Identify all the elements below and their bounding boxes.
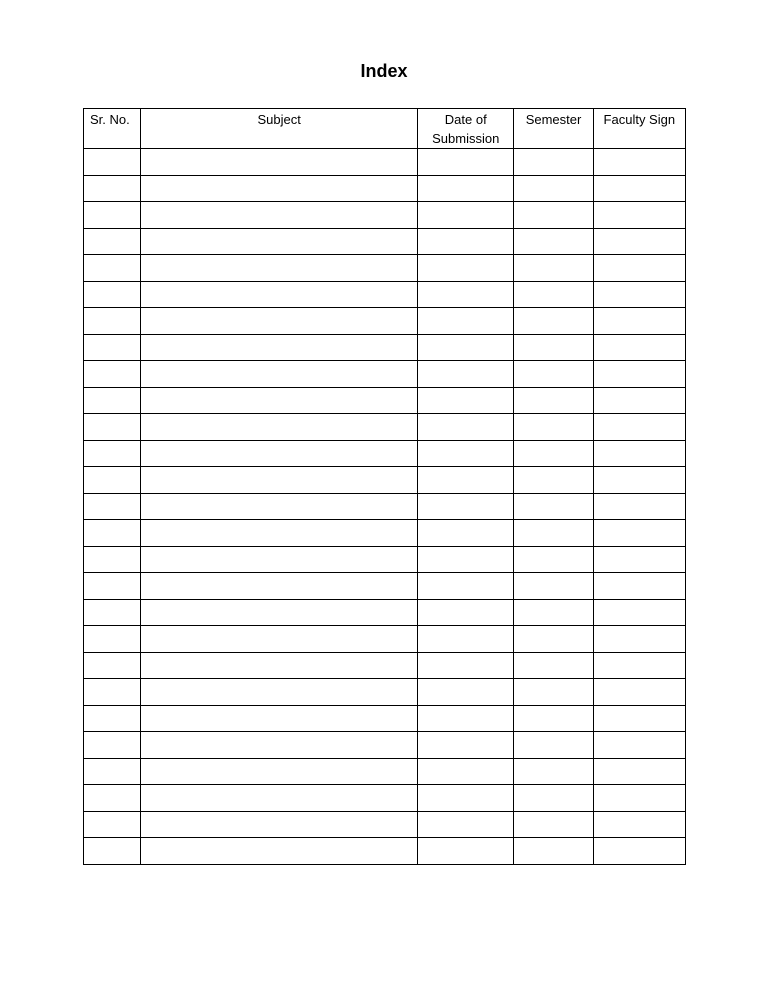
page-title: Index xyxy=(360,61,408,81)
cell-faculty-sign[interactable] xyxy=(593,732,685,759)
table-row xyxy=(84,255,686,282)
cell-date-of-submission[interactable] xyxy=(418,785,514,812)
cell-semester[interactable] xyxy=(514,334,593,361)
table-row xyxy=(84,228,686,255)
cell-subject[interactable] xyxy=(141,626,418,653)
header-date-line2: Submission xyxy=(432,131,500,146)
cell-date-of-submission[interactable] xyxy=(418,758,514,785)
cell-sr-no[interactable] xyxy=(84,255,141,282)
cell-semester[interactable] xyxy=(514,652,593,679)
cell-sr-no[interactable] xyxy=(84,175,141,202)
cell-date-of-submission[interactable] xyxy=(418,652,514,679)
cell-subject[interactable] xyxy=(141,202,418,229)
cell-semester[interactable] xyxy=(514,732,593,759)
cell-semester[interactable] xyxy=(514,228,593,255)
cell-semester[interactable] xyxy=(514,308,593,335)
cell-faculty-sign[interactable] xyxy=(593,493,685,520)
cell-semester[interactable] xyxy=(514,467,593,494)
cell-semester[interactable] xyxy=(514,414,593,441)
cell-sr-no[interactable] xyxy=(84,228,141,255)
cell-date-of-submission[interactable] xyxy=(418,202,514,229)
header-date-of-submission xyxy=(418,109,514,149)
cell-subject[interactable] xyxy=(141,679,418,706)
table-row xyxy=(84,785,686,812)
cell-semester[interactable] xyxy=(514,679,593,706)
cell-faculty-sign[interactable] xyxy=(593,626,685,653)
cell-date-of-submission[interactable] xyxy=(418,440,514,467)
cell-semester[interactable] xyxy=(514,281,593,308)
cell-date-of-submission[interactable] xyxy=(418,546,514,573)
cell-subject[interactable] xyxy=(141,652,418,679)
cell-sr-no[interactable] xyxy=(84,202,141,229)
header-date-line1: Date of xyxy=(444,112,487,127)
cell-subject[interactable] xyxy=(141,785,418,812)
cell-subject[interactable] xyxy=(141,493,418,520)
index-table xyxy=(83,108,686,865)
table-row xyxy=(84,679,686,706)
cell-faculty-sign[interactable] xyxy=(593,758,685,785)
cell-date-of-submission[interactable] xyxy=(418,705,514,732)
table-row xyxy=(84,440,686,467)
cell-semester[interactable] xyxy=(514,785,593,812)
table-row xyxy=(84,202,686,229)
cell-semester[interactable] xyxy=(514,520,593,547)
cell-faculty-sign[interactable] xyxy=(593,308,685,335)
cell-date-of-submission[interactable] xyxy=(418,467,514,494)
cell-faculty-sign[interactable] xyxy=(593,652,685,679)
cell-date-of-submission[interactable] xyxy=(418,732,514,759)
cell-sr-no[interactable] xyxy=(84,149,141,176)
cell-semester[interactable] xyxy=(514,758,593,785)
cell-subject[interactable] xyxy=(141,705,418,732)
table-row xyxy=(84,520,686,547)
cell-date-of-submission[interactable] xyxy=(418,255,514,282)
cell-sr-no[interactable] xyxy=(84,440,141,467)
table-body xyxy=(84,149,686,865)
cell-sr-no[interactable] xyxy=(84,414,141,441)
cell-faculty-sign[interactable] xyxy=(593,599,685,626)
cell-faculty-sign[interactable] xyxy=(593,705,685,732)
cell-faculty-sign[interactable] xyxy=(593,387,685,414)
cell-subject[interactable] xyxy=(141,838,418,865)
cell-sr-no[interactable] xyxy=(84,838,141,865)
cell-sr-no[interactable] xyxy=(84,387,141,414)
header-subject: Subject xyxy=(141,109,418,149)
cell-subject[interactable] xyxy=(141,334,418,361)
cell-faculty-sign[interactable] xyxy=(593,467,685,494)
cell-date-of-submission[interactable] xyxy=(418,838,514,865)
table-row xyxy=(84,414,686,441)
table-row xyxy=(84,705,686,732)
cell-semester[interactable] xyxy=(514,255,593,282)
table-row xyxy=(84,361,686,388)
cell-semester[interactable] xyxy=(514,573,593,600)
cell-date-of-submission[interactable] xyxy=(418,175,514,202)
cell-faculty-sign[interactable] xyxy=(593,679,685,706)
cell-subject[interactable] xyxy=(141,361,418,388)
cell-date-of-submission[interactable] xyxy=(418,361,514,388)
cell-subject[interactable] xyxy=(141,811,418,838)
table-row xyxy=(84,732,686,759)
cell-faculty-sign[interactable] xyxy=(593,785,685,812)
cell-faculty-sign[interactable] xyxy=(593,811,685,838)
cell-date-of-submission[interactable] xyxy=(418,599,514,626)
table-row xyxy=(84,281,686,308)
cell-sr-no[interactable] xyxy=(84,546,141,573)
cell-date-of-submission[interactable] xyxy=(418,308,514,335)
cell-sr-no[interactable] xyxy=(84,599,141,626)
cell-subject[interactable] xyxy=(141,520,418,547)
cell-semester[interactable] xyxy=(514,599,593,626)
cell-faculty-sign[interactable] xyxy=(593,281,685,308)
cell-date-of-submission[interactable] xyxy=(418,626,514,653)
cell-sr-no[interactable] xyxy=(84,334,141,361)
cell-sr-no[interactable] xyxy=(84,811,141,838)
table-row xyxy=(84,811,686,838)
cell-subject[interactable] xyxy=(141,732,418,759)
table-row xyxy=(84,652,686,679)
cell-sr-no[interactable] xyxy=(84,361,141,388)
cell-semester[interactable] xyxy=(514,149,593,176)
table-row xyxy=(84,467,686,494)
cell-date-of-submission[interactable] xyxy=(418,228,514,255)
table-row xyxy=(84,175,686,202)
cell-faculty-sign[interactable] xyxy=(593,228,685,255)
cell-faculty-sign[interactable] xyxy=(593,334,685,361)
table-row xyxy=(84,599,686,626)
cell-semester[interactable] xyxy=(514,626,593,653)
cell-semester[interactable] xyxy=(514,202,593,229)
cell-semester[interactable] xyxy=(514,387,593,414)
cell-subject[interactable] xyxy=(141,599,418,626)
cell-semester[interactable] xyxy=(514,493,593,520)
cell-date-of-submission[interactable] xyxy=(418,520,514,547)
cell-sr-no[interactable] xyxy=(84,785,141,812)
header-semester: Semester xyxy=(514,109,593,149)
table-row xyxy=(84,308,686,335)
cell-date-of-submission[interactable] xyxy=(418,281,514,308)
cell-semester[interactable] xyxy=(514,440,593,467)
table-row xyxy=(84,546,686,573)
cell-semester[interactable] xyxy=(514,838,593,865)
cell-subject[interactable] xyxy=(141,573,418,600)
cell-date-of-submission[interactable] xyxy=(418,149,514,176)
table-row xyxy=(84,838,686,865)
cell-sr-no[interactable] xyxy=(84,467,141,494)
table-row xyxy=(84,493,686,520)
cell-semester[interactable] xyxy=(514,361,593,388)
cell-faculty-sign[interactable] xyxy=(593,838,685,865)
cell-semester[interactable] xyxy=(514,175,593,202)
cell-faculty-sign[interactable] xyxy=(593,255,685,282)
cell-subject[interactable] xyxy=(141,440,418,467)
cell-sr-no[interactable] xyxy=(84,626,141,653)
cell-semester[interactable] xyxy=(514,705,593,732)
cell-sr-no[interactable] xyxy=(84,281,141,308)
cell-subject[interactable] xyxy=(141,308,418,335)
cell-sr-no[interactable] xyxy=(84,679,141,706)
cell-sr-no[interactable] xyxy=(84,520,141,547)
cell-faculty-sign[interactable] xyxy=(593,440,685,467)
table-row xyxy=(84,573,686,600)
cell-faculty-sign[interactable] xyxy=(593,414,685,441)
table-row xyxy=(84,149,686,176)
cell-subject[interactable] xyxy=(141,281,418,308)
cell-semester[interactable] xyxy=(514,811,593,838)
cell-semester[interactable] xyxy=(514,546,593,573)
cell-date-of-submission[interactable] xyxy=(418,387,514,414)
cell-faculty-sign[interactable] xyxy=(593,361,685,388)
cell-date-of-submission[interactable] xyxy=(418,679,514,706)
cell-subject[interactable] xyxy=(141,758,418,785)
cell-date-of-submission[interactable] xyxy=(418,493,514,520)
cell-subject[interactable] xyxy=(141,467,418,494)
header-faculty-sign: Faculty Sign xyxy=(593,109,685,149)
cell-faculty-sign[interactable] xyxy=(593,573,685,600)
cell-date-of-submission[interactable] xyxy=(418,414,514,441)
table-row xyxy=(84,334,686,361)
cell-subject[interactable] xyxy=(141,414,418,441)
cell-sr-no[interactable] xyxy=(84,732,141,759)
cell-subject[interactable] xyxy=(141,387,418,414)
cell-subject[interactable] xyxy=(141,255,418,282)
cell-faculty-sign[interactable] xyxy=(593,202,685,229)
cell-sr-no[interactable] xyxy=(84,652,141,679)
table-row xyxy=(84,626,686,653)
header-sr-no: Sr. No. xyxy=(84,109,141,149)
cell-subject[interactable] xyxy=(141,175,418,202)
cell-sr-no[interactable] xyxy=(84,573,141,600)
cell-sr-no[interactable] xyxy=(84,705,141,732)
cell-subject[interactable] xyxy=(141,546,418,573)
cell-faculty-sign[interactable] xyxy=(593,149,685,176)
cell-sr-no[interactable] xyxy=(84,758,141,785)
cell-date-of-submission[interactable] xyxy=(418,573,514,600)
cell-faculty-sign[interactable] xyxy=(593,175,685,202)
cell-subject[interactable] xyxy=(141,149,418,176)
cell-faculty-sign[interactable] xyxy=(593,520,685,547)
cell-sr-no[interactable] xyxy=(84,493,141,520)
cell-date-of-submission[interactable] xyxy=(418,811,514,838)
table-row xyxy=(84,758,686,785)
cell-subject[interactable] xyxy=(141,228,418,255)
cell-faculty-sign[interactable] xyxy=(593,546,685,573)
cell-date-of-submission[interactable] xyxy=(418,334,514,361)
header-row xyxy=(84,109,686,149)
table-row xyxy=(84,387,686,414)
cell-sr-no[interactable] xyxy=(84,308,141,335)
